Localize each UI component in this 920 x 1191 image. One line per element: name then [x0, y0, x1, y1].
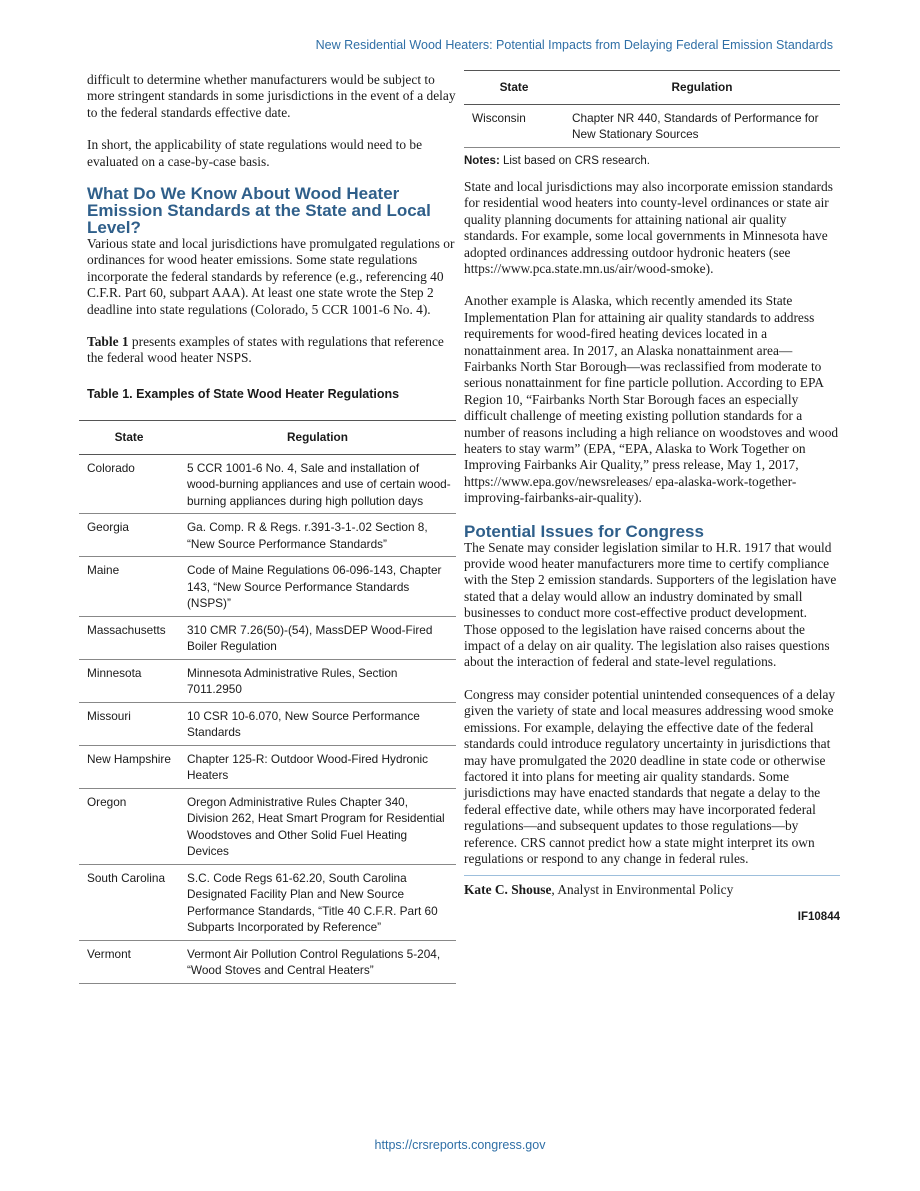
- paragraph: Congress may consider potential unintended consequences of a delay given the variety of state and local measures addressing wood smoke emissions. For example, delaying the effective date of the federal standards could introduce regulatory uncertainty in jurisdictions that may have promulgated the 2020 deadline in state code or otherwise factored it into plans for meeting air quality standards. Some jurisdictions may have enacted standards that negate a delay to the federal effective date, while others may have incorporated federal regulations—and subsequent updates to those regulations—by reference. CRS cannot predict how a state might interpret its own regulations or respond to any change in federal rules.: [464, 686, 836, 866]
- state-cell: Missouri: [79, 702, 179, 745]
- right-column: [464, 70, 840, 923]
- regulation-cell: Oregon Administrative Rules Chapter 340, Division 262, Heat Smart Program for Residential Woodstoves and Other Solid Fuel Heating Devices: [179, 788, 456, 864]
- paragraph: The Senate may consider legislation similar to H.R. 1917 that would provide wood heater manufacturers more time to certify compliance with the Step 2 emission standards. Supporters of the legislation have stated that a delay would allow an industry dominated by small businesses to conduct more cost-effective product development. Those opposed to the legislation have raised concerns about the impact of a delay on air quality. The legislation also raises questions about the interaction of federal and state-level regulations.: [464, 539, 837, 670]
- table-row: [79, 788, 456, 864]
- table-row: [79, 514, 456, 557]
- section-heading: Potential Issues for Congress: [464, 521, 704, 541]
- table-row: [79, 940, 456, 983]
- divider: [464, 875, 840, 876]
- regulation-cell: S.C. Code Regs 61-62.20, South Carolina Designated Facility Plan and New Source Performance Standards, “Title 40 C.F.R. Part 60 Subparts Incorporated by Reference”: [179, 864, 456, 940]
- column-header-regulation: Regulation: [179, 421, 456, 455]
- table-row: [79, 454, 456, 514]
- state-cell: Wisconsin: [464, 104, 564, 147]
- regulation-cell: 10 CSR 10-6.070, New Source Performance Standards: [179, 702, 456, 745]
- table-row: [79, 745, 456, 788]
- state-cell: New Hampshire: [79, 745, 179, 788]
- table-notes: Notes: List based on CRS research.: [464, 154, 650, 167]
- state-regulations-table: [79, 420, 456, 984]
- column-header-state: State: [464, 71, 564, 105]
- regulation-cell: Ga. Comp. R & Regs. r.391-3-1-.02 Section 8, “New Source Performance Standards”: [179, 514, 456, 557]
- footer-url[interactable]: https://crsreports.congress.gov: [374, 1138, 546, 1152]
- table-title: Table 1. Examples of State Wood Heater Regulations: [87, 386, 400, 401]
- state-cell: Massachusetts: [79, 616, 179, 659]
- paragraph: Another example is Alaska, which recently amended its State Implementation Plan for attaining air quality standards to address requirements for wood-fired heating devices located in a nonattainment area. In 2017, an Alaska nonattainment area—Fairbanks North Star Borough—was reclassified from moderate to serious nonattainment for fine particle pollution. According to EPA Region 10, “Fairbanks North Star Borough faces an especially difficult challenge of meeting existing pollution standards for a number of reasons including a high reliance on woodstoves and wood heaters to stay warm” (EPA, “EPA, Alaska to Work Together on Improving Fairbanks Air Quality,” press release, May 1, 2017, https://www.epa.gov/newsreleases/ epa-alaska-work-together-improving-fairbanks-air-quality).: [464, 293, 839, 506]
- column-header-regulation: Regulation: [564, 71, 840, 105]
- paragraph: Various state and local jurisdictions have promulgated regulations or ordinances for wood heater emissions. Some state regulations incorporate the federal standards by reference (e.g., referencing 40 C.F.R. Part 60, subpart AAA). At least one state wrote the Step 2 deadline into state regulations (Colorado, 5 CCR 1001-6 No. 4).: [87, 236, 455, 317]
- state-cell: Oregon: [79, 788, 179, 864]
- regulation-cell: Code of Maine Regulations 06-096-143, Chapter 143, “New Source Performance Standards (NSPS)”: [179, 557, 456, 617]
- document-id: IF10844: [797, 910, 840, 923]
- paragraph: difficult to determine whether manufacturers would be subject to more stringent standards in some jurisdictions in the event of a delay to the federal standards effective date.: [87, 72, 456, 120]
- state-cell: Vermont: [79, 940, 179, 983]
- paragraph: In short, the applicability of state regulations would need to be evaluated on a case-by-case basis.: [87, 137, 423, 169]
- left-column: [87, 72, 457, 984]
- table-reference: Table 1: [87, 334, 129, 350]
- table-row: [79, 659, 456, 702]
- state-cell: South Carolina: [79, 864, 179, 940]
- regulation-cell: Minnesota Administrative Rules, Section 7011.2950: [179, 659, 456, 702]
- author-name: Kate C. Shouse: [464, 882, 552, 898]
- regulation-cell: Vermont Air Pollution Control Regulations 5-204, “Wood Stoves and Central Heaters”: [179, 940, 456, 983]
- state-regulations-table-continued: [464, 70, 840, 148]
- regulation-cell: Chapter 125-R: Outdoor Wood-Fired Hydronic Heaters: [179, 745, 456, 788]
- table-row: [464, 104, 840, 147]
- regulation-cell: 310 CMR 7.26(50)-(54), MassDEP Wood-Fired Boiler Regulation: [179, 616, 456, 659]
- state-cell: Minnesota: [79, 659, 179, 702]
- state-cell: Maine: [79, 557, 179, 617]
- column-header-state: State: [79, 421, 179, 455]
- author-line: Kate C. Shouse, Analyst in Environmental Policy: [464, 882, 734, 898]
- regulation-cell: 5 CCR 1001-6 No. 4, Sale and installation of wood-burning appliances and use of certain wood-burning appliances during high pollution days: [179, 454, 456, 514]
- table-row: [79, 616, 456, 659]
- regulation-cell: Chapter NR 440, Standards of Performance for New Stationary Sources: [564, 104, 840, 147]
- table-row: [79, 702, 456, 745]
- state-cell: Georgia: [79, 514, 179, 557]
- state-cell: Colorado: [79, 454, 179, 514]
- paragraph: State and local jurisdictions may also incorporate emission standards for residential wood heaters into county-level ordinances or state air quality planning documents for attaining national air quality standards. For example, some local governments in Minnesota have adopted ordinances addressing outdoor hydronic heaters (see https://www.pca.state.mn.us/air/wood-smoke).: [464, 178, 833, 276]
- section-heading: What Do We Know About Wood Heater Emission Standards at the State and Local Level?: [87, 184, 431, 238]
- paragraph: Table 1 presents examples of states with regulations that reference the federal wood heater NSPS.: [87, 334, 444, 366]
- table-row: [79, 557, 456, 617]
- running-header: New Residential Wood Heaters: Potential Impacts from Delaying Federal Emission Standards: [315, 38, 833, 52]
- table-row: [79, 864, 456, 940]
